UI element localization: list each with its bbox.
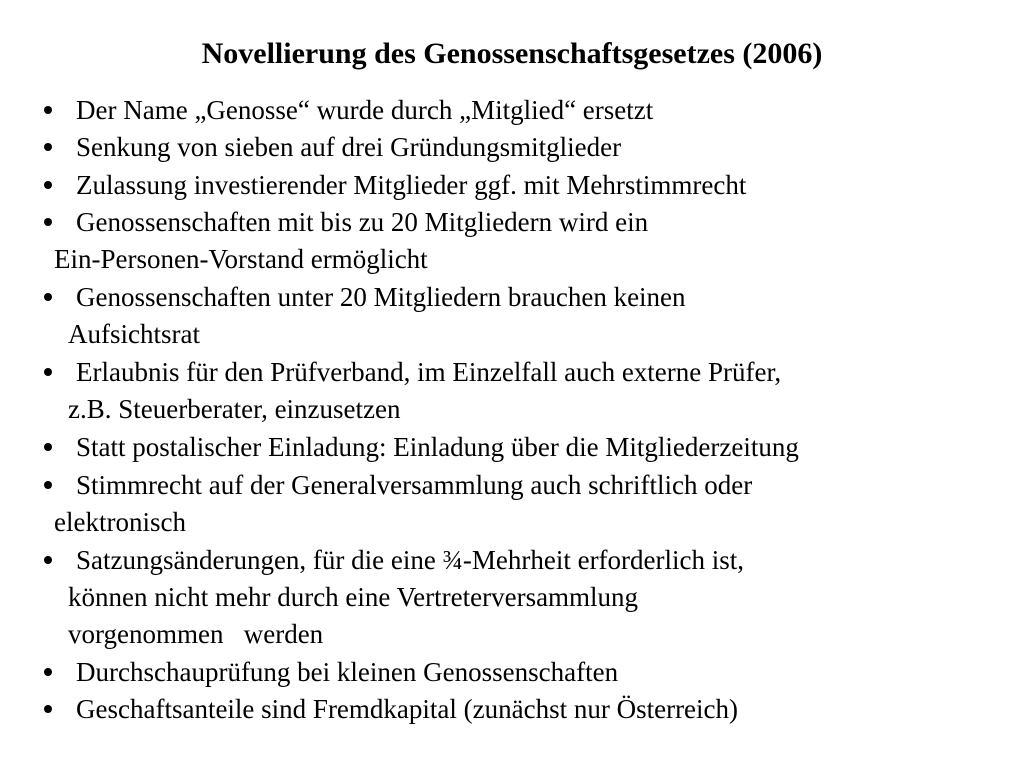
bullet-text: Genossenschaften mit bis zu 20 Mitgliedern wird ein [76,207,649,237]
bullet-text: Stimmrecht auf der Generalversammlung auch schriftlich oder [76,470,753,500]
bullet-text: Der Name „Genosse“ wurde durch „Mitglied“ ersetzt [76,95,654,125]
bullet-icon [44,668,52,676]
bullet-text-continuation: z.B. Steuerberater, einzusetzen [68,394,401,424]
bullet-text: Genossenschaften unter 20 Mitgliedern brauchen keinen [76,282,686,312]
bullet-icon [44,143,52,151]
bullet-icon [44,368,52,376]
bullet-icon [44,705,52,713]
bullet-text: Satzungsänderungen, für die eine ¾-Mehrheit erforderlich ist, [76,545,745,575]
bullet-icon [44,218,52,226]
bullet-text-continuation: elektronisch [54,507,186,537]
slide-title: Novellierung des Genossenschaftsgesetzes (2006) [201,37,823,70]
bullet-text: Statt postalischer Einladung: Einladung über die Mitgliederzeitung [76,432,799,462]
bullet-icon [44,443,52,451]
bullet-icon [44,106,52,114]
bullet-text-continuation: vorgenommen werden [68,619,324,649]
bullet-icon [44,556,52,564]
bullet-icon [44,293,52,301]
bullet-text-continuation: Ein-Personen-Vorstand ermöglicht [54,244,428,274]
bullet-icon [44,181,52,189]
bullet-text: Erlaubnis für den Prüfverband, im Einzelfall auch externe Prüfer, [76,357,782,387]
bullet-text-continuation: Aufsichtsrat [68,319,200,349]
bullet-text: Geschaftsanteile sind Fremdkapital (zunächst nur Österreich) [76,694,739,724]
bullet-icon [44,481,52,489]
bullet-text: Zulassung investierender Mitglieder ggf. mit Mehrstimmrecht [76,170,747,200]
bullet-text-continuation: können nicht mehr durch eine Vertreterversammlung [68,582,639,612]
bullet-text: Durchschauprüfung bei kleinen Genossenschaften [76,657,619,687]
bullet-text: Senkung von sieben auf drei Gründungsmitglieder [76,132,622,162]
